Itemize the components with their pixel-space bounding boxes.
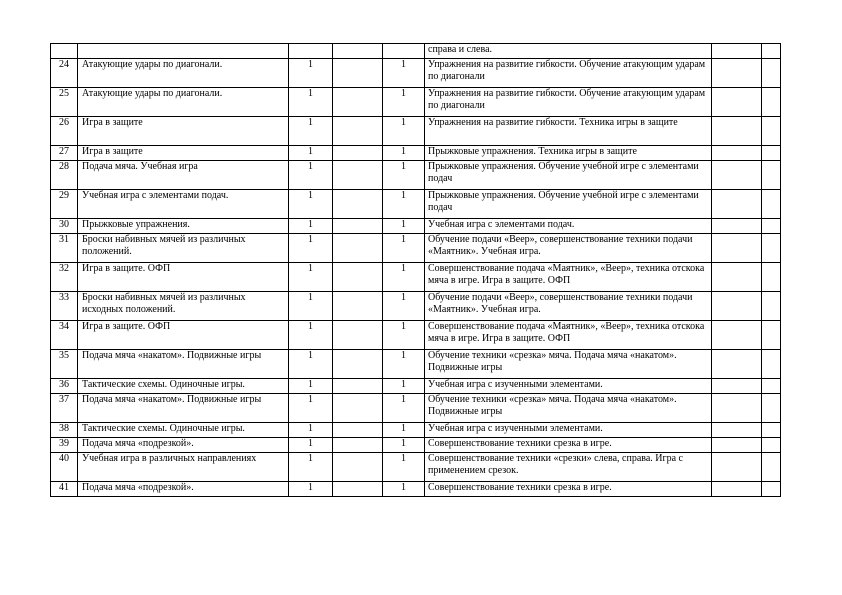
topic-cell: Тактические схемы. Одиночные игры. xyxy=(78,379,289,394)
hours-cell: 1 xyxy=(289,88,333,117)
topic-cell: Учебная игра в различных направлениях xyxy=(78,453,289,482)
table-row xyxy=(51,219,781,234)
empty-cell xyxy=(712,59,762,88)
empty-cell xyxy=(333,88,383,117)
row-number-cell: 36 xyxy=(51,379,78,394)
hours-cell: 1 xyxy=(289,321,333,350)
table-row xyxy=(51,321,781,350)
row-number-cell: 41 xyxy=(51,482,78,497)
empty-cell xyxy=(712,263,762,292)
empty-cell xyxy=(762,190,781,219)
description-cell: Упражнения на развитие гибкости. Обучение атакующим ударам по диагонали xyxy=(425,88,712,117)
row-number-cell: 33 xyxy=(51,292,78,321)
description-cell: Упражнения на развитие гибкости. Техника игры в защите xyxy=(425,117,712,146)
practice-hours-cell: 1 xyxy=(383,423,425,438)
row-number-cell: 37 xyxy=(51,394,78,423)
hours-cell: 1 xyxy=(289,234,333,263)
empty-cell xyxy=(333,394,383,423)
practice-hours-cell: 1 xyxy=(383,263,425,292)
empty-cell xyxy=(712,190,762,219)
empty-cell xyxy=(712,219,762,234)
table-row xyxy=(51,482,781,497)
practice-hours-cell: 1 xyxy=(383,379,425,394)
lesson-plan-table xyxy=(50,43,781,497)
hours-cell: 1 xyxy=(289,453,333,482)
empty-cell xyxy=(712,453,762,482)
table-row xyxy=(51,292,781,321)
description-cell: Учебная игра с изученными элементами. xyxy=(425,379,712,394)
topic-cell: Игра в защите. ОФП xyxy=(78,321,289,350)
empty-cell xyxy=(762,423,781,438)
empty-cell xyxy=(333,219,383,234)
empty-cell xyxy=(333,482,383,497)
description-cell: Учебная игра с элементами подач. xyxy=(425,219,712,234)
description-cell: Обучение подачи «Веер», совершенствование техники подачи «Маятник». Учебная игра. xyxy=(425,234,712,263)
empty-cell xyxy=(333,321,383,350)
practice-hours-cell: 1 xyxy=(383,117,425,146)
topic-cell: Прыжковые упражнения. xyxy=(78,219,289,234)
topic-cell: Подача мяча «подрезкой». xyxy=(78,438,289,453)
empty-cell xyxy=(712,350,762,379)
empty-cell xyxy=(762,321,781,350)
hours-cell: 1 xyxy=(289,219,333,234)
row-number-cell: 38 xyxy=(51,423,78,438)
topic-cell: Игра в защите xyxy=(78,117,289,146)
topic-cell: Игра в защите xyxy=(78,146,289,161)
topic-cell xyxy=(78,44,289,59)
empty-cell xyxy=(333,292,383,321)
topic-cell: Подача мяча «накатом». Подвижные игры xyxy=(78,350,289,379)
empty-cell xyxy=(712,321,762,350)
row-number-cell: 34 xyxy=(51,321,78,350)
description-cell: Обучение техники «срезка» мяча. Подача мяча «накатом». Подвижные игры xyxy=(425,350,712,379)
empty-cell xyxy=(333,438,383,453)
practice-hours-cell: 1 xyxy=(383,482,425,497)
table-row xyxy=(51,190,781,219)
empty-cell xyxy=(762,88,781,117)
description-cell: Упражнения на развитие гибкости. Обучение атакующим ударам по диагонали xyxy=(425,59,712,88)
empty-cell xyxy=(762,350,781,379)
empty-cell xyxy=(762,44,781,59)
empty-cell xyxy=(712,117,762,146)
description-cell: Обучение техники «срезка» мяча. Подача мяча «накатом». Подвижные игры xyxy=(425,394,712,423)
table-row xyxy=(51,453,781,482)
table-row xyxy=(51,146,781,161)
empty-cell xyxy=(762,161,781,190)
table-row xyxy=(51,88,781,117)
empty-cell xyxy=(762,482,781,497)
hours-cell: 1 xyxy=(289,423,333,438)
description-cell: Совершенствование подача «Маятник», «Веер», техника отскока мяча в игре. Игра в защите. ОФП xyxy=(425,263,712,292)
empty-cell xyxy=(333,234,383,263)
empty-cell xyxy=(762,234,781,263)
empty-cell xyxy=(762,453,781,482)
table-row xyxy=(51,44,781,59)
description-cell: Учебная игра с изученными элементами. xyxy=(425,423,712,438)
hours-cell: 1 xyxy=(289,117,333,146)
empty-cell xyxy=(762,59,781,88)
table-row xyxy=(51,59,781,88)
practice-hours-cell: 1 xyxy=(383,146,425,161)
empty-cell xyxy=(712,88,762,117)
hours-cell: 1 xyxy=(289,350,333,379)
hours-cell: 1 xyxy=(289,379,333,394)
empty-cell xyxy=(712,438,762,453)
empty-cell xyxy=(333,59,383,88)
empty-cell xyxy=(712,423,762,438)
row-number-cell: 27 xyxy=(51,146,78,161)
table-row xyxy=(51,263,781,292)
description-cell: Прыжковые упражнения. Обучение учебной игре с элементами подач xyxy=(425,161,712,190)
hours-cell: 1 xyxy=(289,190,333,219)
empty-cell xyxy=(762,117,781,146)
description-cell: Обучение подачи «Веер», совершенствование техники подачи «Маятник». Учебная игра. xyxy=(425,292,712,321)
practice-hours-cell: 1 xyxy=(383,453,425,482)
row-number-cell: 28 xyxy=(51,161,78,190)
topic-cell: Игра в защите. ОФП xyxy=(78,263,289,292)
topic-cell: Броски набивных мячей из различных положений. xyxy=(78,234,289,263)
hours-cell: 1 xyxy=(289,482,333,497)
empty-cell xyxy=(333,350,383,379)
table-row xyxy=(51,234,781,263)
empty-cell xyxy=(712,482,762,497)
row-number-cell: 24 xyxy=(51,59,78,88)
empty-cell xyxy=(712,146,762,161)
row-number-cell: 26 xyxy=(51,117,78,146)
hours-cell xyxy=(289,44,333,59)
table-row xyxy=(51,423,781,438)
empty-cell xyxy=(762,146,781,161)
empty-cell xyxy=(712,292,762,321)
row-number-cell: 40 xyxy=(51,453,78,482)
row-number-cell xyxy=(51,44,78,59)
table-row xyxy=(51,379,781,394)
description-cell: справа и слева. xyxy=(425,44,712,59)
hours-cell: 1 xyxy=(289,146,333,161)
topic-cell: Атакующие удары по диагонали. xyxy=(78,59,289,88)
practice-hours-cell: 1 xyxy=(383,438,425,453)
description-cell: Прыжковые упражнения. Обучение учебной игре с элементами подач xyxy=(425,190,712,219)
description-cell: Совершенствование техники срезка в игре. xyxy=(425,438,712,453)
table-row xyxy=(51,350,781,379)
hours-cell: 1 xyxy=(289,161,333,190)
practice-hours-cell: 1 xyxy=(383,190,425,219)
row-number-cell: 31 xyxy=(51,234,78,263)
description-cell: Совершенствование подача «Маятник», «Веер», техника отскока мяча в игре. Игра в защите. ОФП xyxy=(425,321,712,350)
empty-cell xyxy=(762,263,781,292)
practice-hours-cell: 1 xyxy=(383,161,425,190)
row-number-cell: 39 xyxy=(51,438,78,453)
table-row xyxy=(51,438,781,453)
empty-cell xyxy=(333,117,383,146)
empty-cell xyxy=(712,161,762,190)
empty-cell xyxy=(333,161,383,190)
empty-cell xyxy=(762,438,781,453)
empty-cell xyxy=(712,379,762,394)
empty-cell xyxy=(333,263,383,292)
row-number-cell: 32 xyxy=(51,263,78,292)
hours-cell: 1 xyxy=(289,292,333,321)
table-row xyxy=(51,117,781,146)
hours-cell: 1 xyxy=(289,59,333,88)
empty-cell xyxy=(333,190,383,219)
topic-cell: Тактические схемы. Одиночные игры. xyxy=(78,423,289,438)
topic-cell: Броски набивных мячей из различных исходных положений. xyxy=(78,292,289,321)
empty-cell xyxy=(333,423,383,438)
empty-cell xyxy=(333,453,383,482)
practice-hours-cell: 1 xyxy=(383,350,425,379)
description-cell: Прыжковые упражнения. Техника игры в защите xyxy=(425,146,712,161)
hours-cell: 1 xyxy=(289,438,333,453)
hours-cell: 1 xyxy=(289,263,333,292)
row-number-cell: 30 xyxy=(51,219,78,234)
empty-cell xyxy=(762,292,781,321)
practice-hours-cell: 1 xyxy=(383,394,425,423)
practice-hours-cell: 1 xyxy=(383,321,425,350)
topic-cell: Подача мяча. Учебная игра xyxy=(78,161,289,190)
hours-cell: 1 xyxy=(289,394,333,423)
empty-cell xyxy=(762,219,781,234)
practice-hours-cell: 1 xyxy=(383,219,425,234)
empty-cell xyxy=(333,379,383,394)
row-number-cell: 35 xyxy=(51,350,78,379)
empty-cell xyxy=(762,394,781,423)
empty-cell xyxy=(333,44,383,59)
table-row xyxy=(51,394,781,423)
topic-cell: Подача мяча «подрезкой». xyxy=(78,482,289,497)
empty-cell xyxy=(712,234,762,263)
practice-hours-cell: 1 xyxy=(383,292,425,321)
empty-cell xyxy=(712,394,762,423)
topic-cell: Подача мяча «накатом». Подвижные игры xyxy=(78,394,289,423)
table-body xyxy=(51,44,781,497)
topic-cell: Учебная игра с элементами подач. xyxy=(78,190,289,219)
practice-hours-cell xyxy=(383,44,425,59)
practice-hours-cell: 1 xyxy=(383,88,425,117)
description-cell: Совершенствование техники срезка в игре. xyxy=(425,482,712,497)
empty-cell xyxy=(333,146,383,161)
empty-cell xyxy=(712,44,762,59)
practice-hours-cell: 1 xyxy=(383,234,425,263)
row-number-cell: 29 xyxy=(51,190,78,219)
topic-cell: Атакующие удары по диагонали. xyxy=(78,88,289,117)
row-number-cell: 25 xyxy=(51,88,78,117)
practice-hours-cell: 1 xyxy=(383,59,425,88)
table-row xyxy=(51,161,781,190)
description-cell: Совершенствование техники «срезки» слева, справа. Игра с применением срезок. xyxy=(425,453,712,482)
empty-cell xyxy=(762,379,781,394)
